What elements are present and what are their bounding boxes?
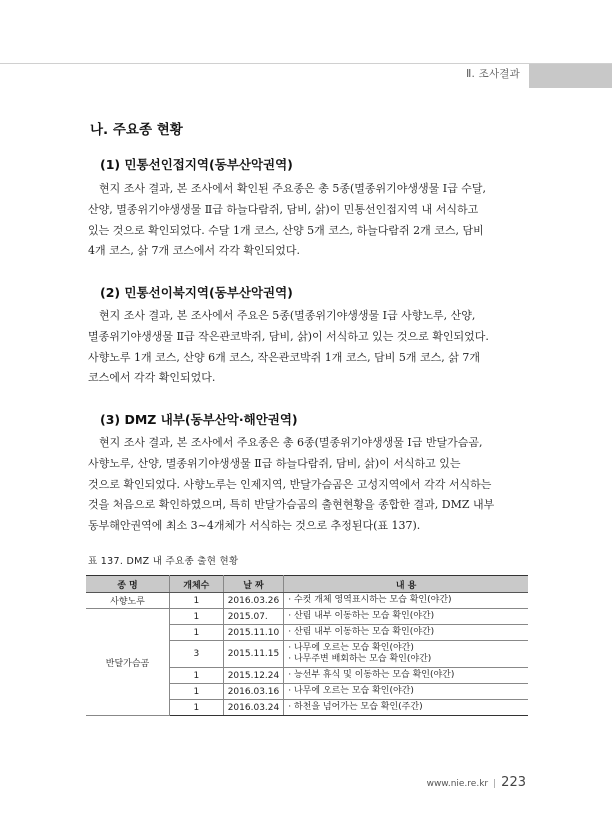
date-cell: 2015.07.: [223, 609, 284, 625]
column-header-description: 내 용: [284, 576, 528, 593]
date-cell: 2016.03.24: [223, 700, 284, 716]
date-cell: 2015.11.10: [223, 625, 284, 641]
species-cell: 사향노루: [86, 593, 169, 609]
footer-website: www.nie.re.kr: [426, 779, 489, 789]
paragraph-line: 현지 조사 결과, 본 조사에서 주요종은 총 6종(멸종위기야생생물 Ⅰ급 반달가슴곰,: [99, 436, 483, 449]
paragraph-line: 현지 조사 결과, 본 조사에서 주요은 5종(멸종위기야생생물 Ⅰ급 사향노루, 산양,: [99, 309, 476, 322]
date-cell: 2015.12.24: [223, 668, 284, 684]
description-cell: [284, 625, 528, 641]
paragraph-2: [88, 306, 526, 389]
paragraph-line: 동부해안권역에 최소 3~4개체가 서식하는 것으로 추정된다(표 137).: [88, 519, 421, 533]
description-line: · 산림 내부 이동하는 모습 확인(야간): [288, 611, 435, 621]
description-cell: [284, 641, 528, 668]
description-cell: [284, 684, 528, 700]
description-cell: [284, 668, 528, 684]
subsection-title-3: (3) DMZ 내부(동부산악·해안권역): [100, 412, 298, 427]
paragraph-line: 멸종위기야생생물 Ⅱ급 작은관코박쥐, 담비, 삵)이 서식하고 있는 것으로 확인되었다.: [88, 329, 489, 343]
date-cell: 2015.11.15: [223, 641, 284, 668]
table-header-row: [86, 576, 528, 593]
count-cell: 1: [169, 684, 223, 700]
count-cell: 1: [169, 593, 223, 609]
count-cell: 1: [169, 609, 223, 625]
running-header: Ⅱ. 조사결과: [466, 68, 520, 80]
table-caption: 표 137. DMZ 내 주요종 출현 현황: [88, 556, 239, 567]
description-cell: [284, 700, 528, 716]
subsection-title-2: (2) 민통선이북지역(동부산악권역): [100, 285, 293, 300]
species-occurrence-table: [86, 575, 528, 716]
count-cell: 1: [169, 700, 223, 716]
page-number: 223: [501, 775, 526, 790]
paragraph-line: 있는 것으로 확인되었다. 수달 1개 코스, 산양 5개 코스, 하늘다람쥐 2개 코스, 담비: [88, 223, 484, 237]
species-cell: 반달가슴곰: [86, 609, 169, 716]
description-line: · 나무에 오르는 모습 확인(야간): [288, 643, 414, 653]
description-line: · 능선부 휴식 및 이동하는 모습 확인(야간): [288, 670, 455, 680]
paragraph-line: 코스에서 각각 확인되었다.: [88, 371, 216, 385]
paragraph-line: 산양, 멸종위기야생생물 Ⅱ급 하늘다람쥐, 담비, 삵)이 민통선인접지역 내 서식하고: [88, 202, 479, 216]
column-header-date: 날 짜: [223, 576, 284, 593]
date-cell: 2016.03.16: [223, 684, 284, 700]
paragraph-1: [88, 179, 526, 262]
subsection-title-1: (1) 민통선인접지역(동부산악권역): [100, 157, 293, 172]
paragraph-line: 것으로 확인되었다. 사향노루는 인제지역, 반달가슴곰은 고성지역에서 각각 서식하는: [88, 477, 492, 491]
column-header-species: 종 명: [86, 576, 169, 593]
header-rule: [0, 63, 612, 64]
description-line: · 나무주변 배회하는 모습 확인(야간): [288, 654, 432, 664]
description-line: · 하천을 넘어가는 모습 확인(주간): [288, 702, 423, 712]
count-cell: 3: [169, 641, 223, 668]
table-row: [86, 593, 528, 609]
description-line: · 나무에 오르는 모습 확인(야간): [288, 686, 414, 696]
paragraph-3: [88, 433, 526, 537]
paragraph-line: 현지 조사 결과, 본 조사에서 확인된 주요종은 총 5종(멸종위기야생생물 Ⅰ급 수달,: [99, 182, 486, 195]
count-cell: 1: [169, 625, 223, 641]
column-header-count: 개체수: [169, 576, 223, 593]
section-heading: 나. 주요종 현황: [90, 122, 183, 138]
paragraph-line: 4개 코스, 삵 7개 코스에서 각각 확인되었다.: [88, 244, 300, 258]
header-tab: [529, 64, 612, 88]
paragraph-line: 것을 처음으로 확인하였으며, 특히 반달가슴곰의 출현현황을 종합한 결과, DMZ 내부: [88, 498, 495, 512]
description-cell: [284, 609, 528, 625]
date-cell: 2016.03.26: [223, 593, 284, 609]
description-line: · 수컷 개체 영역표시하는 모습 확인(야간): [288, 595, 452, 605]
description-line: · 산림 내부 이동하는 모습 확인(야간): [288, 627, 435, 637]
paragraph-line: 사향노루, 산양, 멸종위기야생생물 Ⅱ급 하늘다람쥐, 담비, 삵)이 서식하고 있는: [88, 456, 461, 470]
table-row: [86, 609, 528, 625]
page-footer: [427, 775, 526, 790]
paragraph-line: 사향노루 1개 코스, 산양 6개 코스, 작은관코박쥐 1개 코스, 담비 5개 코스, 삵 7개: [88, 350, 480, 364]
count-cell: 1: [169, 668, 223, 684]
description-cell: [284, 593, 528, 609]
footer-separator: |: [493, 779, 497, 789]
